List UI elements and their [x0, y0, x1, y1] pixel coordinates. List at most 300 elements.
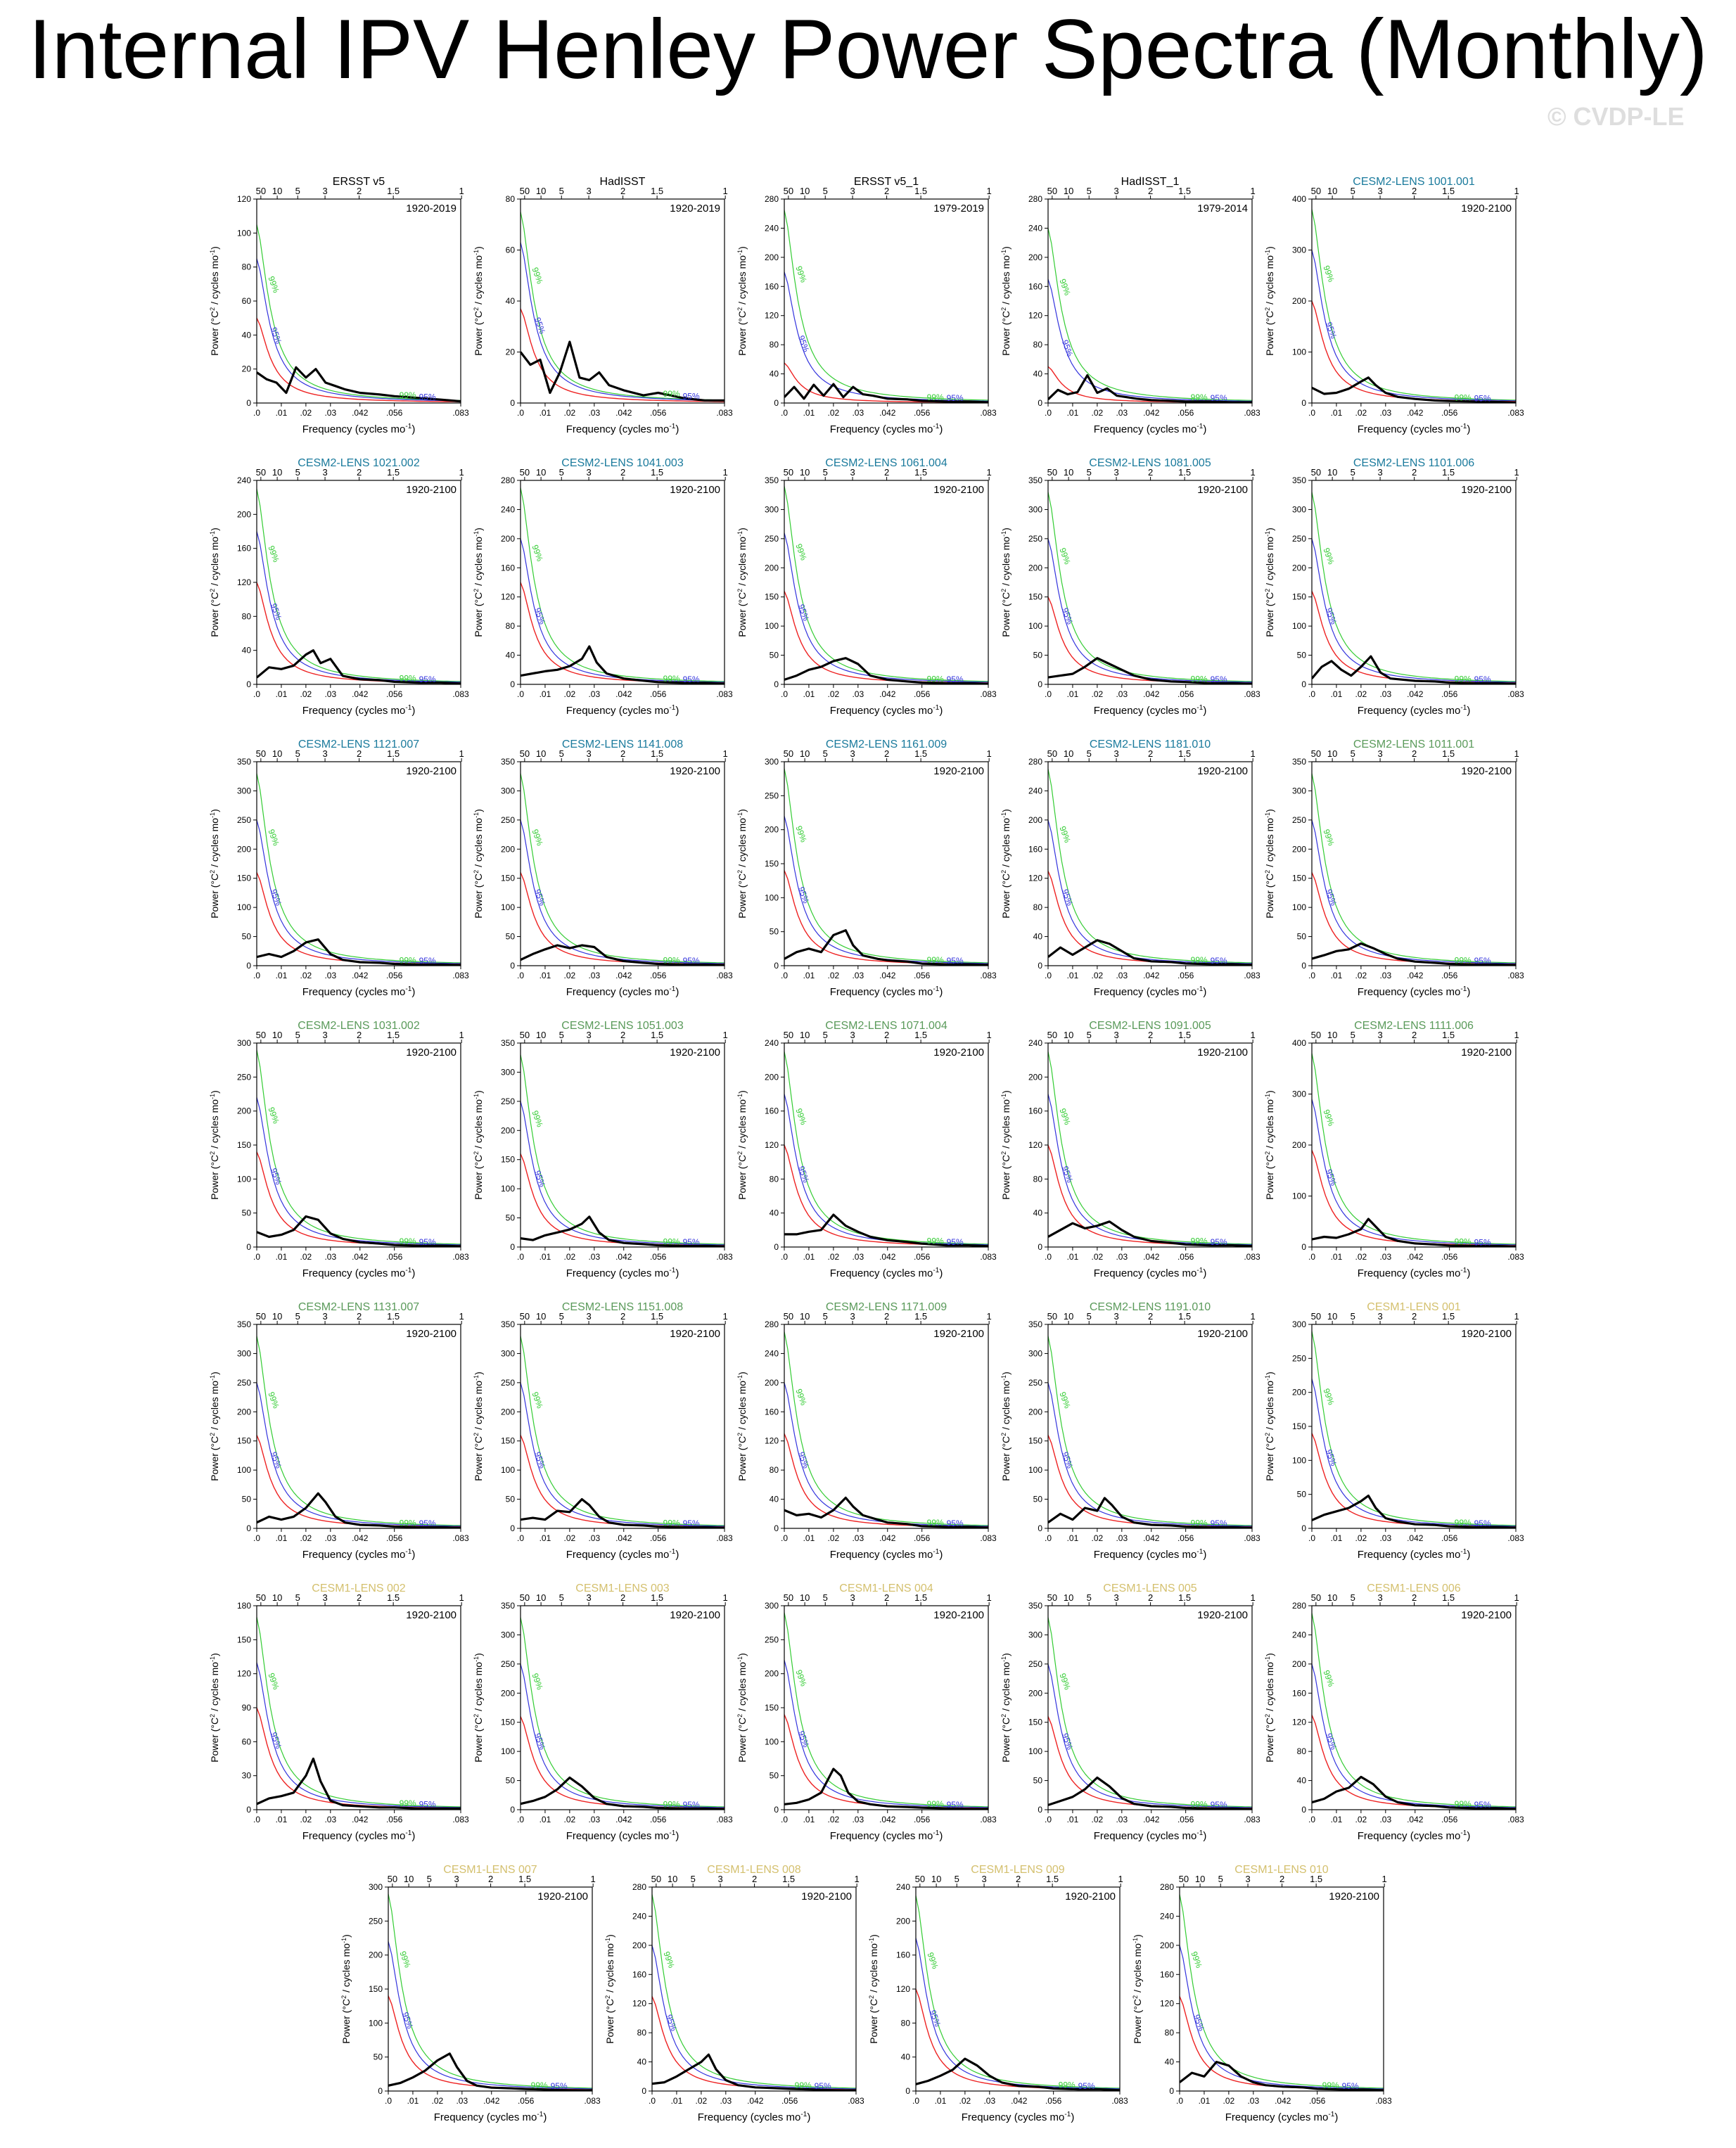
x-tick-label: .083: [1507, 971, 1524, 980]
top-tick-label: 1.5: [914, 748, 928, 759]
x-tick-label: .02: [827, 1252, 840, 1262]
top-tick-label: 5: [295, 748, 300, 759]
ci99-label: 99%: [266, 1671, 281, 1692]
x-tick-label: .02: [563, 408, 576, 418]
top-tick-label: 1: [722, 186, 728, 196]
top-tick-label: 10: [799, 186, 810, 196]
panel-title: CESM2-LENS 1061.004: [825, 457, 947, 469]
top-tick-label: 1: [986, 1592, 992, 1603]
top-tick-label: 50: [1310, 1592, 1322, 1603]
top-tick-label: 50: [1178, 1874, 1189, 1884]
x-tick-label: .03: [324, 1815, 337, 1824]
top-tick-label: 10: [1327, 467, 1338, 478]
ci95-label-right: 95%: [1210, 1236, 1227, 1247]
y-tick-label: 200: [1291, 296, 1306, 306]
ci99-label: 99%: [266, 1106, 281, 1125]
top-tick-label: 10: [1327, 186, 1338, 196]
top-tick-label: 10: [272, 1030, 283, 1040]
top-tick-label: 50: [1047, 1311, 1058, 1322]
x-tick-label: .01: [803, 1815, 815, 1824]
panel-title: CESM1-LENS 004: [839, 1583, 933, 1594]
y-tick-label: 240: [236, 475, 251, 485]
x-tick-label: .01: [275, 1533, 288, 1543]
top-tick-label: 5: [822, 467, 828, 478]
x-axis-label: Frequency (cycles $mo^{-1}$): [829, 1267, 943, 1279]
top-tick-label: 2: [620, 1030, 626, 1040]
y-tick-label: 400: [1291, 194, 1306, 204]
x-tick-label: .056: [913, 1252, 931, 1262]
ci95-label: 95%: [1059, 338, 1076, 358]
x-tick-label: .056: [913, 1815, 931, 1824]
y-axis-label: Power ($^\circ C^2$ / cycles $mo^{-1}$): [1264, 246, 1275, 356]
x-tick-label: .042: [879, 971, 896, 980]
panel-title: CESM1-LENS 010: [1234, 1864, 1329, 1876]
ci95-label: 95%: [1323, 606, 1339, 626]
y-tick-label: 0: [774, 1805, 779, 1815]
ci99-label-right: 99%: [1454, 392, 1472, 403]
top-tick-label: 3: [1377, 1592, 1383, 1603]
y-tick-label: 100: [764, 1737, 779, 1747]
panel-title: HadISST_1: [1121, 176, 1180, 188]
top-tick-label: 10: [403, 1874, 414, 1884]
x-axis-label: Frequency (cycles $mo^{-1}$): [1357, 985, 1471, 998]
y-tick-label: 0: [774, 1242, 779, 1252]
ci95-label: 95%: [268, 326, 284, 345]
top-tick-label: 3: [586, 467, 592, 478]
y-tick-label: 200: [1028, 1407, 1042, 1417]
ci95-label: 95%: [1323, 1168, 1339, 1187]
ci99-label: 99%: [793, 824, 809, 844]
top-tick-label: 5: [1350, 186, 1355, 196]
top-tick-label: 5: [1086, 1592, 1092, 1603]
y-tick-label: 200: [236, 844, 251, 855]
x-axis-label: Frequency (cycles $mo^{-1}$): [1093, 985, 1207, 998]
top-tick-label: 2: [356, 1311, 362, 1322]
y-tick-label: 100: [1028, 1746, 1042, 1757]
x-tick-label: .0: [516, 971, 525, 980]
ci99-label-right: 99%: [399, 1236, 416, 1247]
top-tick-label: 10: [535, 748, 547, 759]
x-tick-label: .03: [852, 1252, 864, 1262]
x-tick-label: .02: [300, 1533, 312, 1543]
ci95-label: 95%: [796, 885, 812, 905]
y-tick-label: 120: [236, 1668, 251, 1679]
ci99-label: 99%: [1321, 1387, 1336, 1407]
x-tick-label: .0: [780, 971, 789, 980]
panel-title: CESM2-LENS 1181.010: [1089, 739, 1211, 750]
x-tick-label: .083: [1111, 2096, 1128, 2106]
x-tick-label: .042: [1407, 1252, 1424, 1262]
ci95-label-right: 95%: [1474, 956, 1491, 966]
y-tick-label: 100: [500, 1465, 515, 1476]
x-tick-label: .056: [913, 408, 931, 418]
ci99-label-right: 99%: [1190, 1236, 1208, 1246]
x-axis-label: Frequency (cycles $mo^{-1}$): [302, 985, 416, 998]
x-tick-label: .056: [385, 689, 403, 699]
top-tick-label: 10: [535, 467, 547, 478]
x-tick-label: .0: [1044, 408, 1052, 418]
x-tick-label: .083: [1507, 689, 1524, 699]
period-label: 1920-2100: [670, 765, 720, 777]
y-tick-label: 200: [1028, 563, 1042, 573]
y-tick-label: 200: [1028, 1688, 1042, 1699]
x-tick-label: .056: [385, 408, 403, 418]
top-tick-label: 50: [783, 1311, 794, 1322]
ci99-label: 99%: [266, 274, 281, 295]
y-tick-label: 250: [236, 1377, 251, 1388]
y-tick-label: 100: [236, 902, 251, 913]
period-label: 1920-2100: [406, 1328, 457, 1340]
ci95-label: 95%: [927, 2008, 943, 2028]
top-tick-label: 1.5: [1310, 1874, 1323, 1884]
y-tick-label: 300: [1028, 1348, 1042, 1359]
y-tick-label: 120: [1028, 310, 1042, 321]
x-tick-label: .083: [452, 689, 469, 699]
x-tick-label: .03: [324, 408, 337, 418]
x-tick-label: .042: [879, 1533, 896, 1543]
x-tick-label: .01: [1330, 408, 1343, 418]
y-tick-label: 80: [241, 262, 251, 272]
x-tick-label: .0: [516, 689, 525, 699]
x-tick-label: .01: [1330, 1533, 1343, 1543]
period-label: 1979-2014: [1197, 203, 1248, 215]
x-tick-label: .056: [781, 2096, 798, 2106]
top-tick-label: 1: [459, 1592, 464, 1603]
y-tick-label: 100: [1028, 621, 1042, 632]
x-axis-label: Frequency (cycles $mo^{-1}$): [961, 2111, 1075, 2123]
ci99-label-right: 99%: [399, 955, 416, 966]
top-tick-label: 3: [586, 1311, 592, 1322]
top-tick-label: 1.5: [387, 1592, 400, 1603]
top-tick-label: 2: [1147, 467, 1154, 478]
y-tick-label: 200: [1159, 1940, 1174, 1950]
y-tick-label: 50: [769, 926, 779, 937]
y-tick-label: 50: [505, 1213, 515, 1223]
top-tick-label: 1.5: [1442, 1030, 1455, 1040]
y-tick-label: 0: [510, 679, 515, 689]
top-tick-label: 2: [620, 186, 626, 196]
y-tick-label: 280: [500, 475, 515, 485]
x-tick-label: .01: [1066, 689, 1079, 699]
ci99-label-right: 99%: [1058, 2080, 1076, 2090]
x-tick-label: .0: [516, 1815, 525, 1824]
top-tick-label: 5: [295, 1030, 300, 1040]
x-tick-label: .02: [300, 1252, 312, 1262]
period-label: 1920-2100: [670, 1328, 720, 1340]
top-tick-label: 3: [1377, 748, 1383, 759]
top-tick-label: 1: [1514, 467, 1519, 478]
top-tick-label: 50: [783, 1592, 794, 1603]
ci99-label: 99%: [793, 1387, 809, 1407]
top-tick-label: 1.5: [387, 186, 400, 196]
y-axis-label: Power ($^\circ C^2$ / cycles $mo^{-1}$): [473, 809, 484, 919]
top-tick-label: 3: [586, 1592, 592, 1603]
x-tick-label: .083: [716, 408, 733, 418]
x-tick-label: .0: [1308, 1815, 1316, 1824]
y-tick-label: 0: [246, 961, 251, 971]
top-tick-label: 2: [356, 1030, 362, 1040]
top-tick-label: 3: [322, 1311, 328, 1322]
top-tick-label: 3: [322, 748, 328, 759]
x-tick-label: .0: [912, 2096, 920, 2106]
x-tick-label: .0: [1044, 1815, 1052, 1824]
x-axis-label: Frequency (cycles $mo^{-1}$): [697, 2111, 811, 2123]
panel-title: CESM2-LENS 1111.006: [1354, 1020, 1474, 1032]
ci95-label-right: 95%: [682, 1519, 700, 1529]
y-tick-label: 100: [1291, 1191, 1306, 1201]
x-tick-label: .056: [1045, 2096, 1062, 2106]
x-tick-label: .03: [588, 1815, 601, 1824]
top-tick-label: 50: [519, 748, 530, 759]
y-tick-label: 300: [764, 1601, 779, 1611]
y-tick-label: 80: [1296, 1746, 1306, 1757]
y-tick-label: 160: [632, 1969, 646, 1980]
period-label: 1920-2100: [406, 1047, 457, 1059]
y-axis-label: Power ($^\circ C^2$ / cycles $mo^{-1}$): [1000, 528, 1011, 637]
y-tick-label: 200: [1291, 1658, 1306, 1669]
panel-title: CESM2-LENS 1081.005: [1089, 457, 1211, 469]
top-tick-label: 50: [1047, 467, 1058, 478]
ci95-label: 95%: [268, 1730, 284, 1751]
y-tick-label: 150: [1028, 1436, 1042, 1446]
top-tick-label: 50: [783, 467, 794, 478]
top-tick-label: 50: [255, 1592, 267, 1603]
ci95-label: 95%: [1059, 1450, 1076, 1470]
y-tick-label: 150: [368, 1984, 383, 1994]
panel-title: CESM1-LENS 002: [312, 1583, 406, 1594]
x-tick-label: .042: [879, 408, 896, 418]
x-tick-label: .083: [980, 408, 997, 418]
x-tick-label: .0: [1308, 1252, 1316, 1262]
ci99-label-right: 99%: [926, 674, 944, 684]
y-tick-label: 160: [895, 1950, 910, 1960]
ci95-label: 95%: [532, 1450, 548, 1470]
y-tick-label: 150: [1028, 1717, 1042, 1727]
period-label: 1920-2100: [1197, 1047, 1248, 1059]
top-tick-label: 2: [1411, 1592, 1417, 1603]
y-axis-label: Power ($^\circ C^2$ / cycles $mo^{-1}$): [1264, 1090, 1275, 1200]
top-tick-label: 3: [586, 186, 592, 196]
y-tick-label: 280: [764, 1319, 779, 1329]
ci95-label-right: 95%: [419, 1237, 436, 1248]
x-tick-label: .056: [649, 1533, 667, 1543]
ci99-label: 99%: [397, 1950, 413, 1969]
ci95-label: 95%: [532, 316, 548, 335]
ci99-label-right: 99%: [794, 2080, 812, 2090]
top-tick-label: 10: [535, 1030, 547, 1040]
top-tick-label: 1: [722, 748, 728, 759]
top-tick-label: 2: [883, 1311, 890, 1322]
ci95-label-right: 95%: [946, 1236, 964, 1247]
x-axis-label: Frequency (cycles $mo^{-1}$): [566, 1267, 679, 1279]
top-tick-label: 2: [1411, 1311, 1417, 1322]
top-tick-label: 50: [783, 748, 794, 759]
y-tick-label: 120: [236, 577, 251, 587]
red-noise-curve: [1180, 1996, 1384, 2090]
top-tick-label: 3: [1113, 748, 1119, 759]
y-tick-label: 100: [368, 2018, 383, 2028]
x-tick-label: .056: [913, 689, 931, 699]
y-tick-label: 80: [900, 2018, 910, 2028]
top-tick-label: 1.5: [1178, 1311, 1192, 1322]
y-tick-label: 200: [1028, 814, 1042, 825]
ci99-label: 99%: [1057, 1390, 1073, 1410]
ci99-label: 99%: [793, 1668, 809, 1688]
top-tick-label: 3: [850, 186, 855, 196]
x-tick-label: .0: [516, 1252, 525, 1262]
y-tick-label: 90: [241, 1703, 251, 1713]
y-tick-label: 80: [769, 340, 779, 350]
x-tick-label: .056: [1177, 689, 1194, 699]
x-tick-label: .01: [539, 1252, 551, 1262]
top-tick-label: 10: [667, 1874, 678, 1884]
top-tick-label: 2: [1147, 1030, 1154, 1040]
x-tick-label: .0: [1308, 408, 1316, 418]
panel-title: CESM2-LENS 1011.001: [1353, 739, 1475, 750]
plot-frame: [1180, 1887, 1384, 2091]
top-tick-label: 50: [519, 1592, 530, 1603]
x-tick-label: .02: [563, 1533, 576, 1543]
ci95-label-right: 95%: [814, 2080, 831, 2091]
ci99-label-right: 99%: [663, 1518, 680, 1528]
y-tick-label: 120: [1028, 873, 1042, 883]
ci99-label: 99%: [1321, 1108, 1336, 1127]
top-tick-label: 10: [799, 1592, 810, 1603]
top-tick-label: 10: [272, 748, 283, 759]
x-axis-label: Frequency (cycles $mo^{-1}$): [566, 423, 679, 435]
x-tick-label: .02: [1091, 1533, 1104, 1543]
x-tick-label: .083: [1244, 689, 1260, 699]
y-axis-label: Power ($^\circ C^2$ / cycles $mo^{-1}$): [1000, 809, 1011, 919]
x-tick-label: .02: [1355, 971, 1367, 980]
y-tick-label: 80: [769, 1174, 779, 1184]
y-axis-label: Power ($^\circ C^2$ / cycles $mo^{-1}$): [473, 246, 484, 356]
x-tick-label: .02: [827, 1533, 840, 1543]
x-tick-label: .042: [352, 971, 369, 980]
x-tick-label: .042: [1143, 1533, 1160, 1543]
top-tick-label: 5: [1350, 467, 1355, 478]
ci95-label-right: 95%: [1210, 955, 1227, 966]
ci99-label: 99%: [530, 266, 545, 286]
period-label: 1920-2100: [406, 484, 457, 496]
x-tick-label: .056: [1441, 971, 1458, 980]
top-tick-label: 10: [272, 467, 283, 478]
x-tick-label: .0: [253, 408, 261, 418]
x-tick-label: .03: [588, 1533, 601, 1543]
ci99-label-right: 99%: [663, 1799, 680, 1810]
y-tick-label: 60: [241, 1737, 251, 1747]
y-axis-label: Power ($^\circ C^2$ / cycles $mo^{-1}$): [473, 1653, 484, 1763]
y-tick-label: 0: [1301, 398, 1306, 408]
panel-title: CESM1-LENS 001: [1367, 1301, 1461, 1313]
ci95-label-right: 95%: [419, 1519, 436, 1529]
top-tick-label: 1: [590, 1874, 596, 1884]
top-tick-label: 2: [487, 1874, 494, 1884]
y-tick-label: 350: [1291, 757, 1306, 767]
y-tick-label: 0: [774, 1523, 779, 1533]
y-tick-label: 200: [1291, 563, 1306, 573]
y-tick-label: 0: [510, 1523, 515, 1533]
x-tick-label: .03: [852, 971, 864, 980]
y-tick-label: 50: [769, 650, 779, 660]
y-tick-label: 300: [764, 504, 779, 515]
y-tick-label: 250: [1028, 533, 1042, 544]
ci99-label: 99%: [530, 827, 545, 848]
top-tick-label: 1: [722, 467, 728, 478]
y-tick-label: 240: [1028, 1038, 1042, 1048]
x-axis-label: Frequency (cycles $mo^{-1}$): [1357, 1548, 1471, 1561]
x-tick-label: .042: [1143, 1815, 1160, 1824]
top-tick-label: 1.5: [387, 1311, 400, 1322]
ci95-label-right: 95%: [682, 674, 700, 684]
x-tick-label: .0: [253, 1815, 261, 1824]
x-tick-label: .042: [879, 689, 896, 699]
y-tick-label: 100: [1028, 1465, 1042, 1476]
x-axis-label: Frequency (cycles $mo^{-1}$): [1357, 1829, 1471, 1842]
y-tick-label: 0: [510, 1805, 515, 1815]
top-tick-label: 1.5: [518, 1874, 532, 1884]
panel-title: CESM2-LENS 1171.009: [825, 1301, 947, 1313]
x-tick-label: .02: [1091, 689, 1104, 699]
y-tick-label: 50: [1033, 1775, 1042, 1786]
y-axis-label: Power ($^\circ C^2$ / cycles $mo^{-1}$): [1000, 1653, 1011, 1763]
top-tick-label: 1: [986, 1311, 992, 1322]
y-tick-label: 0: [246, 1523, 251, 1533]
x-tick-label: .042: [352, 1533, 369, 1543]
y-tick-label: 40: [1296, 1775, 1306, 1786]
y-tick-label: 250: [764, 791, 779, 801]
period-label: 1920-2100: [1461, 203, 1512, 215]
y-tick-label: 50: [505, 931, 515, 942]
x-tick-label: .083: [452, 408, 469, 418]
x-tick-label: .042: [352, 408, 369, 418]
ci99-label-right: 99%: [1190, 674, 1208, 684]
top-tick-label: 5: [1086, 1030, 1092, 1040]
x-axis-label: Frequency (cycles $mo^{-1}$): [1093, 1267, 1207, 1279]
top-tick-label: 2: [620, 748, 626, 759]
y-tick-label: 300: [1291, 786, 1306, 796]
ci99-label-right: 99%: [926, 1799, 944, 1810]
top-tick-label: 2: [1411, 186, 1417, 196]
top-tick-label: 1.5: [1442, 1592, 1455, 1603]
x-tick-label: .042: [483, 2096, 500, 2106]
x-tick-label: .056: [1177, 408, 1194, 418]
top-tick-label: 50: [255, 467, 267, 478]
ci99-label-right: 99%: [1454, 1236, 1472, 1247]
x-axis-label: Frequency (cycles $mo^{-1}$): [302, 423, 416, 435]
ci99-label-right: 99%: [530, 2080, 548, 2091]
y-tick-label: 40: [900, 2052, 910, 2062]
ci99-label: 99%: [661, 1950, 677, 1969]
y-axis-label: Power ($^\circ C^2$ / cycles $mo^{-1}$): [736, 246, 748, 356]
top-tick-label: 1.5: [651, 467, 664, 478]
x-tick-label: .042: [615, 408, 632, 418]
x-tick-label: .083: [584, 2096, 601, 2106]
period-label: 1920-2100: [1461, 1609, 1512, 1621]
top-tick-label: 3: [717, 1874, 723, 1884]
y-axis-label: Power ($^\circ C^2$ / cycles $mo^{-1}$): [736, 1653, 748, 1763]
y-tick-label: 240: [1028, 786, 1042, 796]
y-tick-label: 0: [1301, 1805, 1306, 1815]
ci99-label-right: 99%: [663, 955, 680, 966]
ci95-label: 95%: [268, 1166, 284, 1187]
y-tick-label: 100: [1291, 347, 1306, 357]
x-axis-label: Frequency (cycles $mo^{-1}$): [1357, 704, 1471, 717]
y-tick-label: 50: [1033, 1494, 1042, 1504]
x-tick-label: .042: [352, 689, 369, 699]
x-axis-label: Frequency (cycles $mo^{-1}$): [566, 1829, 679, 1842]
top-tick-label: 1: [459, 1030, 464, 1040]
